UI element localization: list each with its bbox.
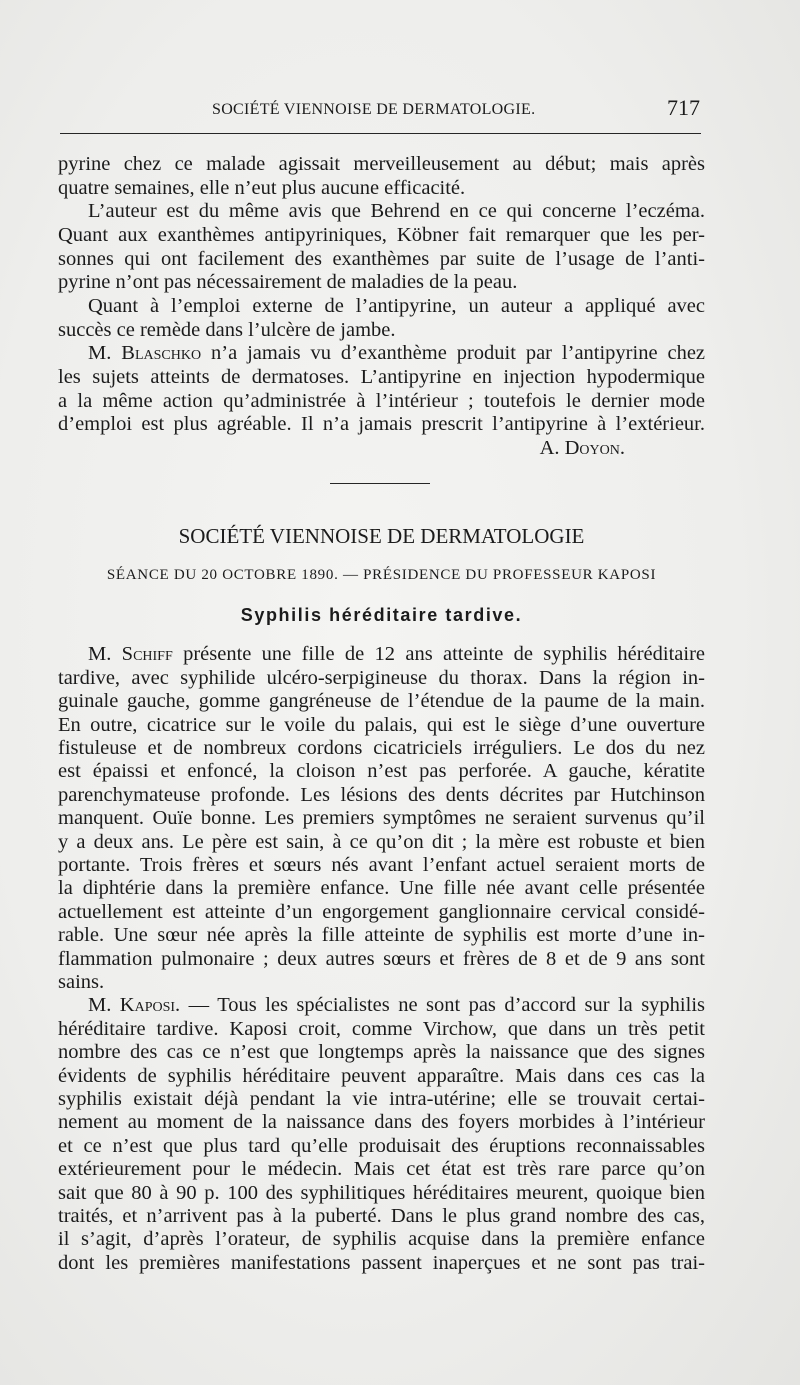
- paragraph: [58, 153, 705, 200]
- running-head: [0, 95, 800, 123]
- text-line: fistuleuse et de nombreux cordons cicatriciels irréguliers. Le dos du nez: [58, 736, 705, 759]
- text-line: guinale gauche, gomme gangréneuse de l’étendue de la paume de la main.: [58, 690, 705, 713]
- speaker-name: Schiff: [121, 643, 173, 666]
- line-text: présente une fille de 12 ans atteinte de syphilis héréditaire: [183, 643, 706, 666]
- paragraph: [58, 994, 705, 1275]
- text-line: nombre des cas ce n’est que longtemps après la naissance que des signes: [58, 1041, 705, 1064]
- text-line: traités, et n’arrivent pas à la puberté. Dans le plus grand nombre des cas,: [58, 1205, 705, 1228]
- text-line: sains.: [58, 970, 105, 993]
- text-line: est épaissi et enfoncé, la cloison n’est pas perforée. A gauche, kératite: [58, 760, 705, 783]
- text-line: sonnes qui ont facilement des exanthèmes par suite de l’usage de l’anti-: [58, 247, 705, 270]
- text-line: [58, 994, 705, 1017]
- text-line: quatre semaines, elle n’eut plus aucune efficacité.: [58, 176, 466, 199]
- text-line: a la même action qu’administrée à l’intérieur ; toutefois le dernier mode: [58, 389, 705, 412]
- signature-initials: A.: [539, 436, 560, 459]
- text-line: nement au moment de la naissance dans des foyers morbides à l’intérieur: [58, 1111, 705, 1134]
- text-line: En outre, cicatrice sur le voile du palais, qui est le siège d’une ouverture: [58, 713, 705, 736]
- paragraph: [58, 342, 705, 437]
- text-line: portante. Trois frères et sœurs nés avant l’enfant actuel seraient morts de: [58, 853, 705, 876]
- article-heading: Syphilis héréditaire tardive.: [240, 605, 523, 625]
- text-line: flammation pulmonaire ; deux autres sœurs et frères de 8 et de 9 ans sont: [58, 947, 705, 970]
- page-number: 717: [667, 95, 700, 120]
- previous-report: [58, 153, 705, 461]
- text-line: pyrine n’ont pas nécessairement de maladies de la peau.: [58, 271, 518, 294]
- paragraph: [58, 295, 705, 342]
- text-line: sait que 80 à 90 p. 100 des syphilitiques héréditaires meurent, quoique bien: [58, 1181, 705, 1204]
- text-line: dont les premières manifestations passent inaperçues et ne sont pas trai-: [58, 1251, 705, 1274]
- text-line: les sujets atteints de dermatoses. L’antipyrine en injection hypodermique: [58, 365, 705, 388]
- text-line: pyrine chez ce malade agissait merveilleusement au début; mais après: [58, 153, 705, 175]
- section-body: [58, 643, 705, 1275]
- session-line: SÉANCE DU 20 OCTOBRE 1890. — PRÉSIDENCE DU PROFESSEUR KAPOSI: [106, 567, 657, 583]
- speaker-name: Blaschko: [121, 342, 202, 365]
- text-line: et ce n’est que plus tard qu’elle produisait des éruptions reconnaissables: [58, 1134, 705, 1157]
- line-text: n’a jamais vu d’exanthème produit par l’antipyrine chez: [211, 342, 706, 365]
- text-line: tardive, avec syphilide ulcéro-serpigineuse du thorax. Dans la région in-: [58, 666, 705, 689]
- header-rule: [60, 133, 701, 134]
- signature: [58, 437, 705, 461]
- text-line: évidents de syphilis héréditaire peuvent apparaître. Mais dans ces cas la: [58, 1064, 705, 1087]
- text-line: succès ce remède dans l’ulcère de jambe.: [58, 318, 396, 341]
- text-line: [58, 643, 705, 666]
- text-line: la diphtérie dans la première enfance. Une fille née avant celle présentée: [58, 877, 705, 900]
- text-line: Quant à l’emploi externe de l’antipyrine, un auteur a appliqué avec: [88, 294, 705, 317]
- speaker-title: M.: [88, 994, 112, 1017]
- text-line: syphilis existait déjà pendant la vie intra-utérine; elle se trouvait certai-: [58, 1088, 705, 1111]
- text-line: actuellement est atteinte d’un engorgement ganglionnaire cervical considé-: [58, 900, 705, 923]
- paragraph: [58, 200, 705, 295]
- section-separator: [330, 483, 430, 484]
- text-line: [58, 342, 705, 366]
- line-text: — Tous les spécialistes ne sont pas d’accord sur la syphilis: [188, 994, 705, 1017]
- text-line: héréditaire tardive. Kaposi croit, comme Virchow, que dans un très petit: [58, 1017, 705, 1040]
- running-head-title: SOCIÉTÉ VIENNOISE DE DERMATOLOGIE.: [212, 101, 536, 118]
- speaker-title: M.: [88, 342, 112, 365]
- speaker-name: Kaposi.: [119, 994, 181, 1017]
- text-line: parenchymateuse profonde. Les lésions des dents décrites par Hutchinson: [58, 783, 705, 806]
- text-line: rable. Une sœur née après la fille atteinte de syphilis est morte d’une in-: [58, 924, 705, 947]
- text-line: il s’agit, d’après l’orateur, de syphilis acquise dans la première enfance: [58, 1228, 705, 1251]
- speaker-title: M.: [88, 643, 112, 666]
- text-line: y a deux ans. Le père est sain, à ce qu’on dit ; la mère est robuste et bien: [58, 830, 705, 853]
- text-line: Quant aux exanthèmes antipyriniques, Köbner fait remarquer que les per-: [58, 223, 705, 246]
- text-line: manquent. Ouïe bonne. Les premiers symptômes ne seraient survenus qu’il: [58, 807, 705, 830]
- paragraph: [58, 643, 705, 994]
- text-line: L’auteur est du même avis que Behrend en ce qui concerne l’eczéma.: [88, 200, 705, 223]
- text-line: d’emploi est plus agréable. Il n’a jamais prescrit l’antipyrine à l’extérieur.: [58, 413, 705, 436]
- text-line: extérieurement pour le médecin. Mais cet état est très rare parce qu’on: [58, 1158, 705, 1181]
- section-title: SOCIÉTÉ VIENNOISE DE DERMATOLOGIE: [178, 524, 585, 548]
- signature-name: Doyon.: [564, 436, 625, 459]
